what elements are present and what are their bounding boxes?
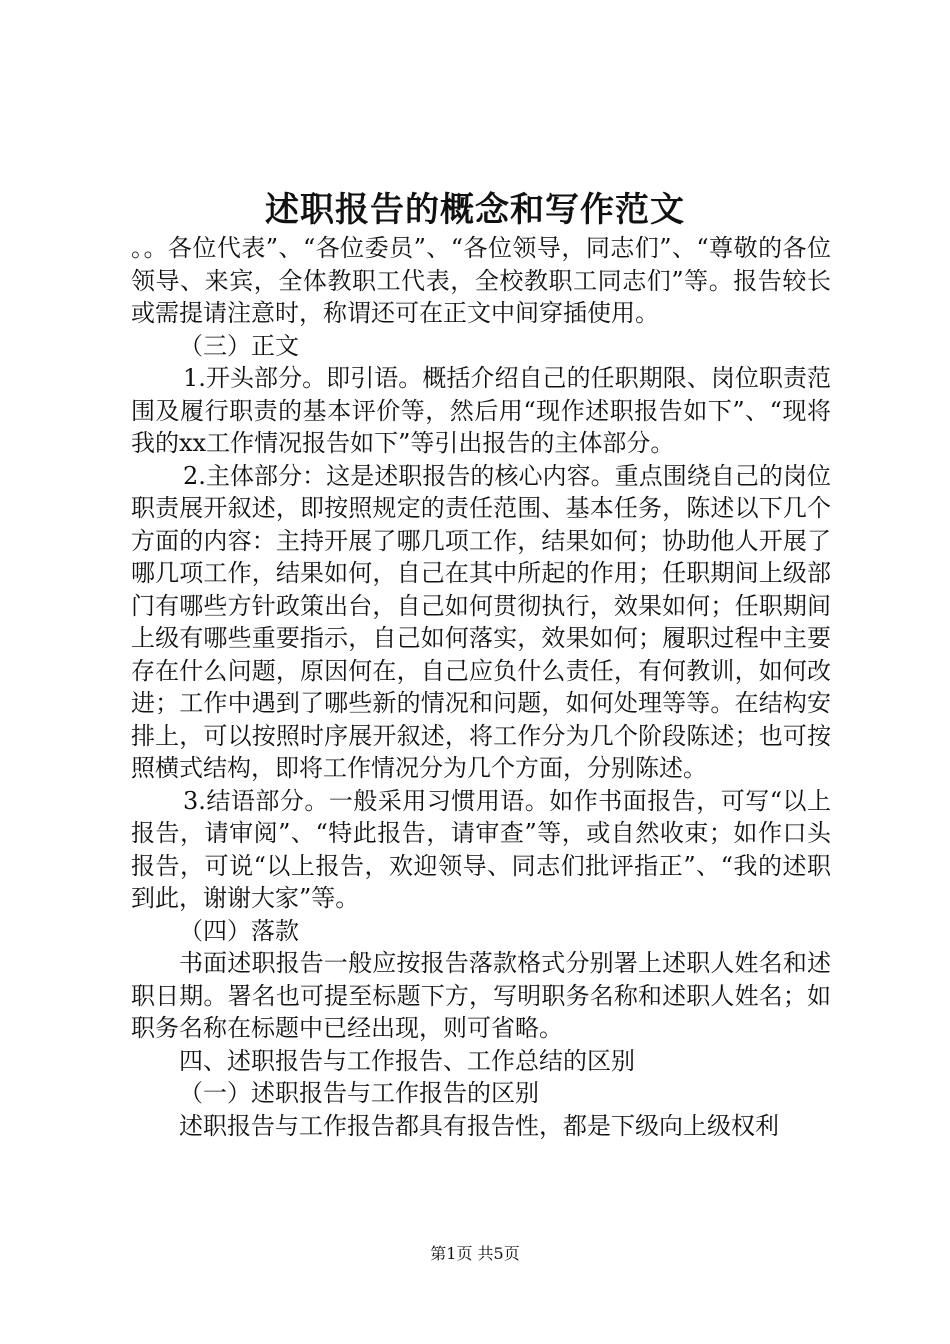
section-heading-main-text: （三）正文 xyxy=(179,331,299,360)
page-number-footer: 第1页 共5页 xyxy=(430,1244,520,1263)
section-heading-differences: 四、述职报告与工作报告、工作总结的区别 xyxy=(179,1046,635,1075)
section-heading-signature: （四）落款 xyxy=(179,916,299,945)
paragraph-signature: 书面述职报告一般应按报告落款格式分别署上述职人姓名和述职日期。署名也可提至标题下方，写明职务名称和述职人姓名；如职务名称在标题中已经出现，则可省略。 xyxy=(131,949,831,1042)
document-body xyxy=(131,232,831,1142)
paragraph-closing-part: 3.结语部分。一般采用习惯用语。如作书面报告，可写“以上报告，请审阅”、“特此报告，请审查”等，或自然收束；如作口头报告，可说“以上报告，欢迎领导、同志们批评指正”、“我的述职到此，谢谢大家”等。 xyxy=(131,786,831,912)
subsection-heading-vs-work-report: （一）述职报告与工作报告的区别 xyxy=(179,1079,539,1107)
paragraph-vs-work-report: 述职报告与工作报告都具有报告性，都是下级向上级权利 xyxy=(179,1111,779,1140)
paragraph-salutation-continued: 。。各位代表”、“各位委员”、“各位领导，同志们”、“尊敬的各位领导、来宾，全体教职工代表，全校教职工同志们”等。报告较长或需提请注意时，称谓还可在正文中间穿插使用。 xyxy=(131,234,831,327)
paragraph-main-part: 2.主体部分：这是述职报告的核心内容。重点围绕自己的岗位职责展开叙述，即按照规定的责任范围、基本任务，陈述以下几个方面的内容：主持开展了哪几项工作，结果如何；协助他人开展了哪几项工作，结果如何，自己在其中所起的作用；任职期间上级部门有哪些方针政策出台，自己如何贯彻执行，效果如何；任职期间上级有哪些重要指示，自己如何落实，效果如何；履职过程中主要存在什么问题，原因何在，自己应负什么责任，有何教训，如何改进；工作中遇到了哪些新的情况和问题，如何处理等等。在结构安排上，可以按照时序展开叙述，将工作分为几个阶段陈述；也可按照横式结构，即将工作情况分为几个方面，分别陈述。 xyxy=(131,461,831,782)
document-title: 述职报告的概念和写作范文 xyxy=(265,190,685,230)
paragraph-opening-part: 1.开头部分。即引语。概括介绍自己的任职期限、岗位职责范围及履行职责的基本评价等，然后用“现作述职报告如下”、“现将我的xx工作情况报告如下”等引出报告的主体部分。 xyxy=(131,364,831,457)
